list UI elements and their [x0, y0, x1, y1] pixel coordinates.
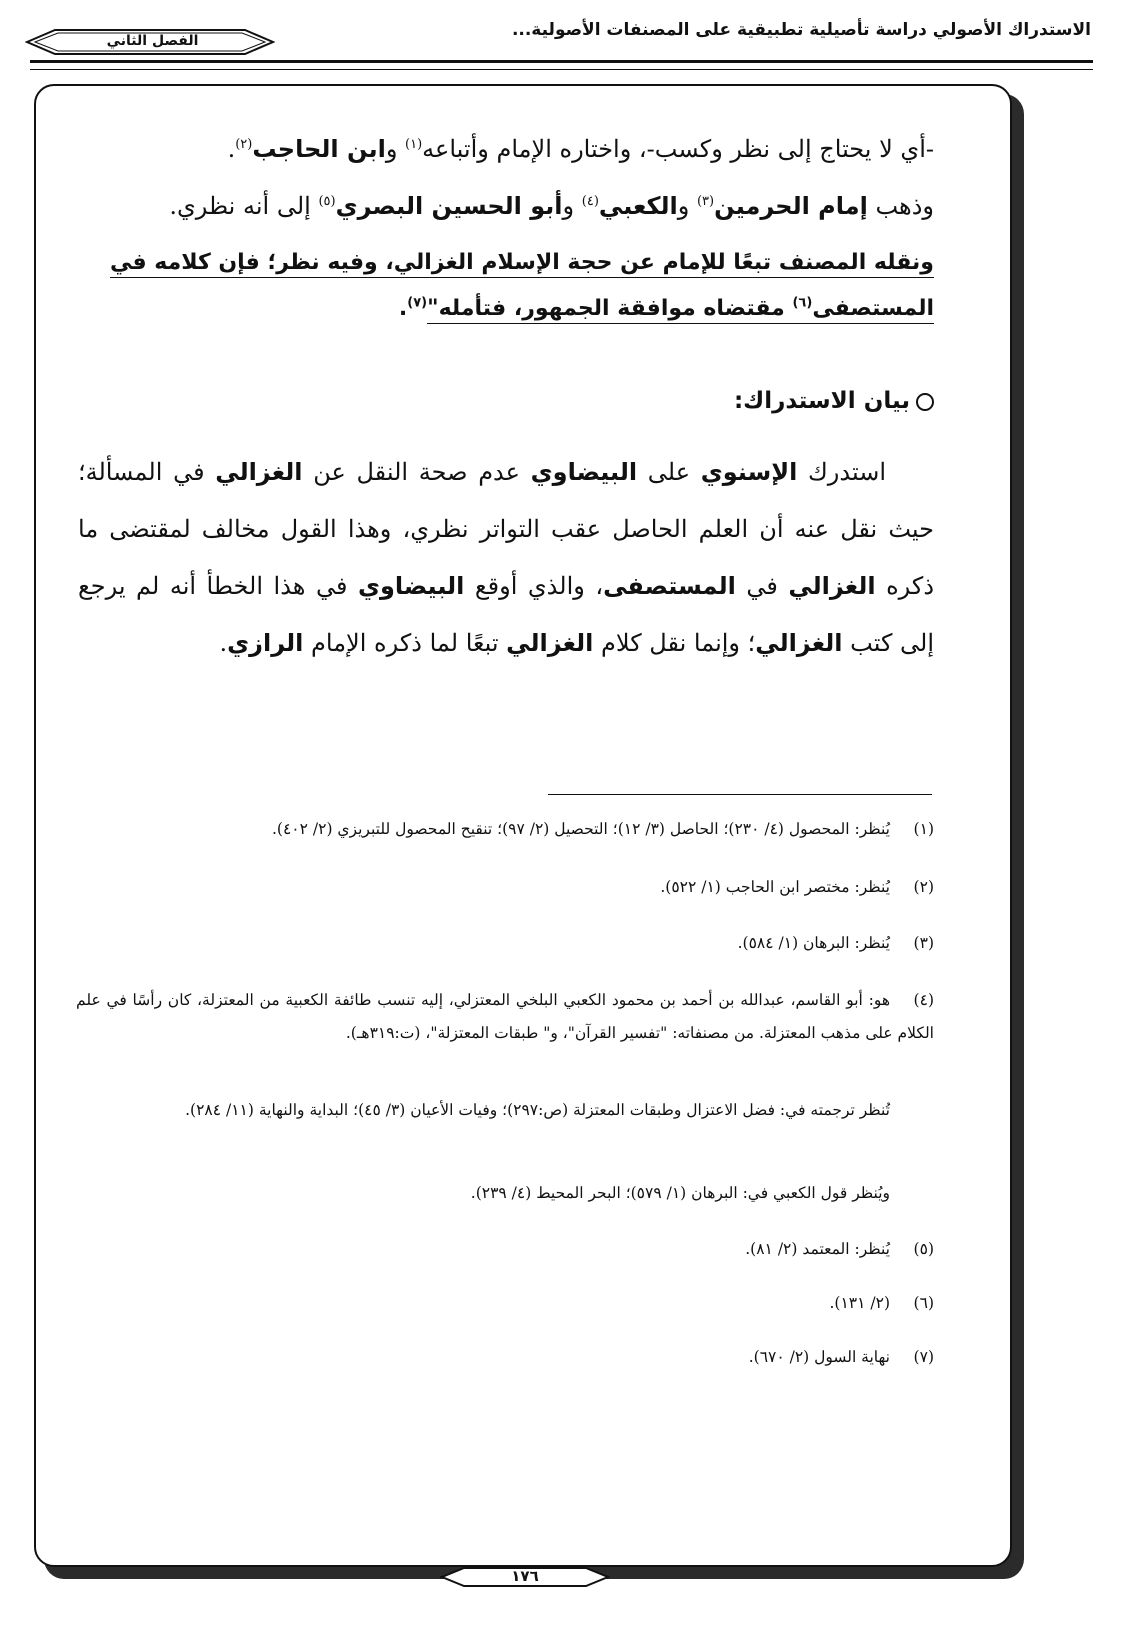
p2-text-c: و [562, 192, 582, 220]
bullet-circle-icon [916, 393, 934, 411]
footnote-text: تُنظر ترجمته في: فضل الاعتزال وطبقات المعتزلة (ص:٢٩٧)؛ وفيات الأعيان (٣/ ٤٥)؛ البداية والنهاية (١١/ ٢٨٤). [185, 1101, 890, 1119]
footnote-text: يُنظر: المحصول (٤/ ٢٣٠)؛ الحاصل (٣/ ١٢)؛ التحصيل (٢/ ٩٧)؛ تنقيح المحصول للتبريزي (٢/ ٤٠٢). [271, 820, 890, 838]
footnote-6 [76, 1290, 934, 1317]
name-baydawi-2: البيضاوي [357, 572, 465, 600]
section-heading [78, 378, 934, 424]
footnote-text: يُنظر: البرهان (١/ ٥٨٤). [737, 934, 890, 952]
page-number: ١٧٦ [511, 1567, 539, 1585]
name-kabi: الكعبي [598, 192, 678, 220]
footnote-4 [76, 984, 934, 1050]
footnote-number: (٣) [913, 934, 934, 952]
footnote-text: (٢/ ١٣١). [829, 1294, 890, 1312]
footnote-2 [76, 874, 934, 901]
p2-text-d: إلى أنه نظري. [169, 192, 319, 220]
p1-text-b: و [385, 135, 406, 163]
paragraph-1 [78, 126, 934, 172]
name-mustasfa-2: المستصفى [603, 572, 736, 600]
name-baydawi: البيضاوي [530, 458, 638, 486]
name-imam-haramayn: إمام الحرمين [714, 192, 868, 220]
footnote-text: هو: أبو القاسم، عبدالله بن أحمد بن محمود الكعبي البلخي المعتزلي، إليه تنسب طائفة الكعبية من المعتزلة، كان رأسًا في علم الكلام على مذهب المعتزلة. من مصنفاته: "تفسير القرآن"، و" طبقات المعتزلة"، (ت:٣١٩هـ). [76, 991, 934, 1042]
p4-t2: على [637, 458, 701, 486]
paragraph-2 [78, 183, 934, 229]
p4-t5: في [735, 572, 789, 600]
footnote-4-continued-2 [76, 1180, 934, 1207]
paragraph-3-quote [78, 240, 934, 332]
footnote-ref-5[interactable]: (٥) [318, 194, 336, 209]
chapter-label: الفصل الثاني [106, 33, 199, 49]
footnote-text: يُنظر: مختصر ابن الحاجب (١/ ٥٢٢). [660, 878, 890, 896]
name-razi: الرازي [227, 629, 304, 657]
name-ghazali: الغزالي [215, 458, 303, 486]
footnote-ref-3[interactable]: (٣) [696, 194, 715, 209]
p4-t4: في المسألة؛ حيث نقل عنه أن العلم الحاصل عقب التواتر نظري، وهذا القول مخالف لمقتضى ما ذكره [78, 458, 935, 600]
p3-line-2: مقتضاه موافقة الجمهور، فتأمله" [427, 296, 793, 321]
header-rule [30, 60, 1093, 70]
footnote-number: (٧) [913, 1348, 934, 1366]
name-ghazali-4: الغزالي [506, 629, 594, 657]
footnote-text: ويُنظر قول الكعبي في: البرهان (١/ ٥٧٩)؛ البحر المحيط (٤/ ٢٣٩). [470, 1184, 890, 1202]
footnote-4-continued-1 [76, 1094, 934, 1127]
footnote-number: (١) [913, 820, 934, 838]
section-heading-text: بيان الاستدراك: [733, 388, 910, 414]
footnote-1 [76, 816, 934, 843]
footnote-text: نهاية السول (٢/ ٦٧٠). [748, 1348, 890, 1366]
p4-t8: ؛ وإنما نقل كلام [593, 629, 756, 657]
footnote-ref-7[interactable]: (٧) [407, 295, 428, 311]
footnote-7 [76, 1344, 934, 1371]
p4-t10: . [219, 629, 228, 657]
footnote-ref-4[interactable]: (٤) [581, 194, 599, 209]
footnote-separator [548, 794, 932, 795]
name-ibn-hajib: ابن الحاجب [252, 135, 386, 163]
footnote-ref-1[interactable]: (١) [405, 137, 423, 152]
p4-t1: استدرك [797, 458, 887, 486]
footnote-3 [76, 930, 934, 957]
p1-end: . [227, 135, 236, 163]
p4-t7: في هذا الخطأ أنه لم يرجع إلى كتب [78, 572, 934, 657]
name-ghazali-3: الغزالي [755, 629, 843, 657]
p4-t6: ، والذي أوقع [464, 572, 604, 600]
footnote-number: (٦) [913, 1294, 934, 1312]
name-ghazali-2: الغزالي [788, 572, 876, 600]
p3-line-1: ونقله المصنف تبعًا للإمام عن حجة الإسلام الغزالي، وفيه نظر؛ فإن كلامه في [110, 250, 934, 278]
p2-text-a: وذهب [867, 192, 934, 220]
footnote-number: (٢) [913, 878, 934, 896]
paragraph-4 [78, 444, 934, 672]
p4-t3: عدم صحة النقل عن [302, 458, 531, 486]
running-header-title: الاستدراك الأصولي دراسة تأصيلية تطبيقية على المصنفات الأصولية... [511, 20, 1091, 40]
footnote-5 [76, 1236, 934, 1263]
p4-t9: تبعًا لما ذكره الإمام [303, 629, 507, 657]
p2-text-b: و [677, 192, 697, 220]
footnote-ref-2[interactable]: (٢) [235, 137, 253, 152]
footnote-number: (٥) [913, 1240, 934, 1258]
name-basri: أبو الحسين البصري [335, 192, 563, 220]
p1-text: -أي لا يحتاج إلى نظر وكسب-، واختاره الإمام وأتباعه [422, 135, 934, 163]
footnote-number: (٤) [913, 991, 934, 1009]
p3-end: . [398, 296, 408, 321]
name-isnawi: الإسنوي [700, 458, 798, 486]
name-mustasfa: المستصفى [812, 296, 934, 321]
footnote-ref-6[interactable]: (٦) [792, 295, 813, 311]
footnote-text: يُنظر: المعتمد (٢/ ٨١). [745, 1240, 890, 1258]
